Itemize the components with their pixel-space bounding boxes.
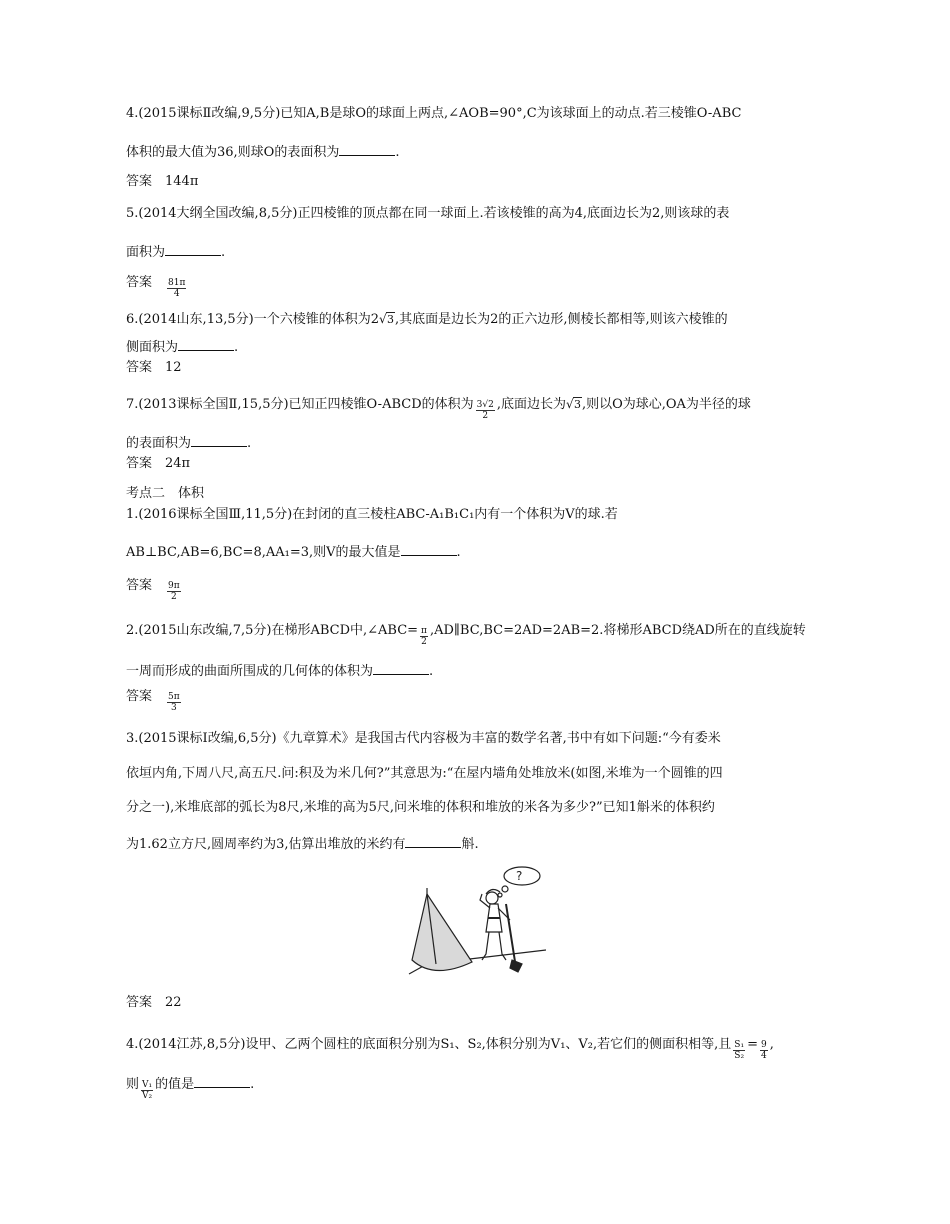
v4-fraction-v xyxy=(141,1080,153,1101)
v2-answer xyxy=(126,686,183,713)
v3-line1: 3.(2015课标Ⅰ改编,6,5分)《九章算术》是我国古代内容极为丰富的数学名著,书中有如下问题:“今有委米 xyxy=(126,731,721,746)
rice-cone xyxy=(412,894,472,971)
fraction-denominator: V₂ xyxy=(142,1091,153,1101)
fraction-denominator: 2 xyxy=(482,411,489,421)
q5-line1: 5.(2014大纲全国改编,8,5分)正四棱锥的顶点都在同一球面上.若该棱锥的高为4,底面边长为2,则该球的表 xyxy=(126,206,730,221)
shovel-blade xyxy=(510,960,522,972)
q7-fraction xyxy=(476,400,495,421)
q5-text: 面积为 xyxy=(126,245,166,260)
q4-text: 体积的最大值为36,则球O的表面积为 xyxy=(126,145,340,160)
v3-text-2: 斛. xyxy=(461,837,479,852)
v3-line2: 依垣内角,下周八尺,高五尺.问:积及为米几何?”其意思为:“在屋内墙角处堆放米(如图,米堆为一个圆锥的四 xyxy=(126,766,723,781)
fraction-denominator: 4 xyxy=(173,289,180,299)
v4-line2: 则 $\frac{\text{V₁}}{\text{V₂}}$ 的值是 . xyxy=(126,1077,255,1101)
v2-line1 xyxy=(126,620,806,647)
q7-line2: 的表面积为 . xyxy=(126,436,252,451)
rice-pile-illustration xyxy=(406,856,546,976)
q6-text-2: ,其底面是边长为2的正六边形,侧棱长都相等,则该六棱锥的 xyxy=(394,312,728,327)
v3-line4 xyxy=(126,835,479,853)
q7-text: 7.(2013课标全国Ⅱ,15,5分)已知正四棱锥O-ABCD的体积为 xyxy=(126,397,474,412)
fraction-numerator: π xyxy=(421,626,427,636)
fraction-numerator: V₁ xyxy=(142,1080,153,1090)
fraction-numerator: 9π xyxy=(168,581,180,591)
v4-text-2: , xyxy=(769,1037,774,1052)
v4-text-4: 的值是 xyxy=(155,1077,195,1092)
q7-text-3: ,则以O为球心,OA为半径的球 xyxy=(581,397,751,412)
v3-line3: 分之一),米堆底部的弧长为8尺,米堆的高为5尺,问米堆的体积和堆放的米各为多少?”已知1斛米的体积约 xyxy=(126,800,715,815)
q7-line1 xyxy=(126,394,751,421)
q6-answer: 答案 12 xyxy=(126,360,182,375)
shovel-handle xyxy=(506,904,516,968)
fraction-numerator: S₁ xyxy=(734,1040,745,1050)
answer-blank xyxy=(165,243,221,256)
answer-blank xyxy=(401,543,457,556)
answer-label: 答案 xyxy=(126,689,153,704)
v2-text-2: ,AD∥BC,BC=2AD=2AB=2.将梯形ABCD绕AD所在的直线旋转 xyxy=(429,623,806,638)
answer-label: 答案 xyxy=(126,275,153,290)
q4-line1: 4.(2015课标Ⅱ改编,9,5分)已知A,B是球O的球面上两点,∠AOB=90°,C为该球面上的动点.若三棱锥O-ABC xyxy=(126,106,742,121)
fraction-denominator: 3 xyxy=(170,703,177,713)
answer-fraction xyxy=(167,581,181,602)
v2-text: 2.(2015山东改编,7,5分)在梯形ABCD中,∠ABC= xyxy=(126,623,419,638)
v2-text-3: 一周而形成的曲面所围成的几何体的体积为 xyxy=(126,664,374,679)
q7-answer: 答案 24π xyxy=(126,456,191,471)
answer-blank xyxy=(191,434,247,447)
answer-blank xyxy=(178,338,234,351)
v4-line1 xyxy=(126,1034,774,1061)
v1-text: AB⊥BC,AB=6,BC=8,AA₁=3,则V的最大值是 xyxy=(126,545,401,560)
v4-fraction-s xyxy=(733,1040,745,1061)
fraction-numerator: 81π xyxy=(168,278,186,288)
v4-text-3: 则 xyxy=(126,1077,140,1092)
q7-text-2: ,底面边长为 xyxy=(496,397,566,412)
sqrt: √ 3 xyxy=(565,397,581,411)
question-mark-icon: ? xyxy=(516,869,523,883)
answer-fraction xyxy=(167,692,181,713)
person-head xyxy=(486,892,498,904)
answer-blank xyxy=(373,662,429,675)
q6-line2: 侧面积为 . xyxy=(126,340,239,355)
radicand: 3 xyxy=(573,398,581,411)
answer-blank xyxy=(339,143,395,156)
answer-blank xyxy=(405,835,461,848)
v4-fraction-9-4 xyxy=(760,1040,768,1061)
person-arm-left xyxy=(480,894,490,908)
v3-text: 为1.62立方尺,圆周率约为3,估算出堆放的米约有 xyxy=(126,837,406,852)
fraction-numerator: 3√2 xyxy=(476,400,494,410)
radicand: 3 xyxy=(386,313,394,326)
v2-fraction xyxy=(420,626,428,647)
q7-text-4: 的表面积为 xyxy=(126,436,192,451)
v1-answer xyxy=(126,575,183,602)
v4-text: 4.(2014江苏,8,5分)设甲、乙两个圆柱的底面积分别为S₁、S₂,体积分别为V₁、V₂,若它们的侧面积相等,且 xyxy=(126,1037,732,1052)
q5-answer xyxy=(126,272,188,299)
fraction-denominator: 4 xyxy=(760,1051,767,1061)
q4-answer: 答案 144π xyxy=(126,174,199,189)
answer-blank xyxy=(194,1075,250,1088)
answer-label: 答案 xyxy=(126,578,153,593)
fraction-numerator: 5π xyxy=(168,692,180,702)
v2-line2: 一周而形成的曲面所围成的几何体的体积为 . xyxy=(126,664,434,679)
section-title: 考点二 体积 xyxy=(126,486,205,501)
fraction-denominator: 2 xyxy=(421,637,427,647)
v1-line2: AB⊥BC,AB=6,BC=8,AA₁=3,则V的最大值是 . xyxy=(126,545,461,560)
answer-fraction xyxy=(167,278,186,299)
q6-line1 xyxy=(126,312,728,328)
q4-line2: 体积的最大值为36,则球O的表面积为 . xyxy=(126,145,400,160)
q6-text-3: 侧面积为 xyxy=(126,340,179,355)
q5-line2: 面积为 . xyxy=(126,245,226,260)
sqrt: √ 3 xyxy=(378,312,394,326)
fraction-denominator: S₂ xyxy=(734,1051,745,1061)
fraction-denominator: 2 xyxy=(170,592,177,602)
equals-sign: = xyxy=(747,1037,758,1052)
v3-answer: 答案 22 xyxy=(126,995,182,1010)
person-leg-left xyxy=(482,932,489,960)
q6-text: 6.(2014山东,13,5分)一个六棱锥的体积为2 xyxy=(126,312,379,327)
fraction-numerator: 9 xyxy=(760,1040,767,1050)
v1-line1: 1.(2016课标全国Ⅲ,11,5分)在封闭的直三棱柱ABC-A₁B₁C₁内有一个体积为V的球.若 xyxy=(126,507,618,522)
